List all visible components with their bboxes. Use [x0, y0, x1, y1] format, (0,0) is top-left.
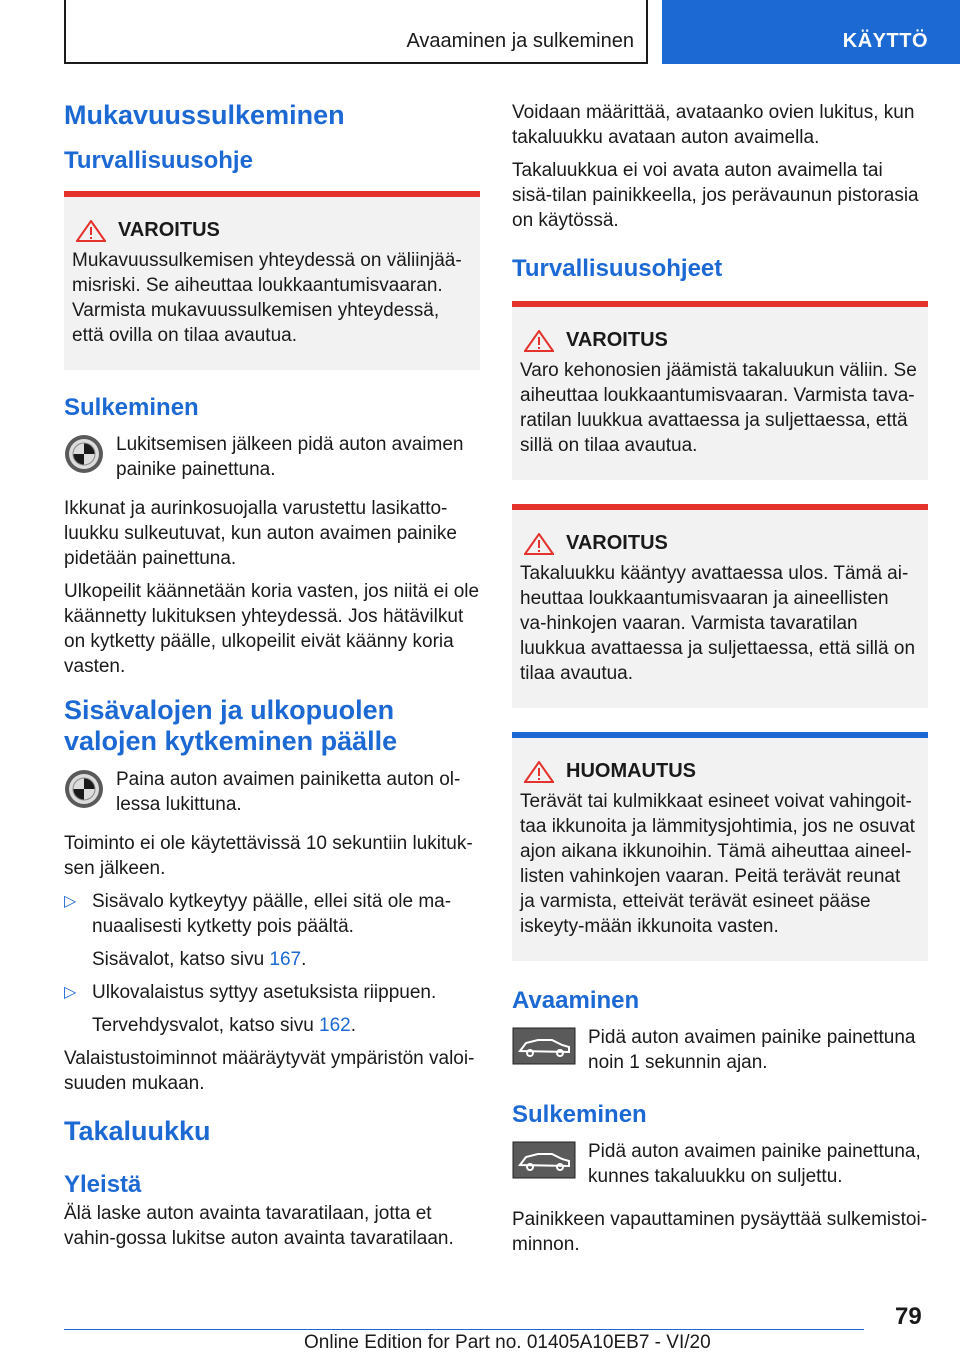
right-column	[512, 100, 928, 1265]
warning-text: Varo kehonosien jäämistä takaluukun väliin. Se aiheuttaa loukkaantumisvaaran. Varmista tava-ratilan luukkua avattaessa ja suljettaessa, että sillä on tilaa avautua.	[520, 360, 917, 456]
chapter-title: KÄYTTÖ	[842, 30, 928, 52]
footer-rule	[64, 1329, 864, 1330]
closing-key-text: Lukitsemisen jälkeen pidä auton avaimen painike painettuna.	[116, 434, 464, 480]
heading-comfort-closing: Mukavuussulkeminen	[64, 100, 345, 130]
paragraph: Takaluukkua ei voi avata auton avaimella tai sisä-tilan painikkeella, jos perävaunun pistorasia on käytössä.	[512, 160, 919, 231]
list-item-text: Sisävalo kytkeytyy päälle, ellei sitä ole ma-nuaalisesti kytketty pois päältä.	[92, 891, 452, 937]
heading-safety-notes: Turvallisuusohjeet	[512, 255, 723, 282]
heading-general: Yleistä	[64, 1171, 142, 1198]
paragraph: Ikkunat ja aurinkosuojalla varustettu lasikatto-luukku sulkeutuvat, kun auton avaimen painike pidetään painettuna.	[64, 498, 457, 569]
warning-box-comfort	[64, 191, 480, 370]
paragraph: Älä laske auton avainta tavaratilaan, jotta et vahin-gossa lukitse auton avainta tavaratilaan.	[64, 1203, 454, 1249]
bullet-triangle-icon: ▷	[64, 893, 77, 910]
heading-tailgate: Takaluukku	[64, 1116, 211, 1146]
bullet-triangle-icon: ▷	[64, 984, 77, 1001]
paragraph: Valaistustoiminnot määräytyvät ympäristön valoi-suuden mukaan.	[64, 1048, 475, 1094]
list-item-text: Ulkovalaistus syttyy asetuksista riippuen.	[92, 982, 437, 1003]
warning-box-body-parts	[512, 301, 928, 480]
warning-text: Mukavuussulkemisen yhteydessä on väliinjää-misriski. Se aiheuttaa loukkaantumisvaaran. Varmista mukavuussulkemisen yhteydessä, että ovilla on tilaa avautua.	[72, 250, 462, 346]
heading-safety-note: Turvallisuusohje	[64, 147, 253, 174]
cross-reference: Tervehdysvalot, katso sivu 162.	[92, 1015, 357, 1036]
notice-box-sharp-objects	[512, 732, 928, 961]
warning-title: VAROITUS	[566, 532, 668, 554]
heading-lights: Sisävalojen ja ulkopuolen valojen kytkeminen päälle	[64, 695, 398, 756]
warning-triangle-icon	[76, 220, 106, 242]
list-item	[64, 980, 480, 1013]
notice-title: HUOMAUTUS	[566, 760, 696, 782]
heading-closing: Sulkeminen	[512, 1101, 647, 1128]
heading-opening: Avaaminen	[512, 987, 640, 1014]
paragraph: Ulkopeilit käännetään koria vasten, jos niitä ei ole käännetty lukituksen yhteydessä. Jos hätävilkut on kytketty päälle, ulkopeilit eivät käänny koria vasten.	[64, 581, 480, 677]
key-instruction-closing	[512, 1139, 928, 1189]
key-instruction-closing	[64, 432, 480, 482]
tailgate-button-icon	[512, 1027, 576, 1065]
paragraph: Toiminto ei ole käytettävissä 10 sekuntiin lukituk-sen jälkeen.	[64, 833, 473, 879]
lights-key-text: Paina auton avaimen painiketta auton ol-lessa lukittuna.	[116, 769, 461, 815]
warning-box-tailgate-swing	[512, 504, 928, 708]
paragraph: Painikkeen vapauttaminen pysäyttää sulkemistoi-minnon.	[512, 1209, 928, 1255]
page-number: 79	[895, 1303, 922, 1330]
key-instruction-lights	[64, 767, 480, 817]
running-header	[64, 0, 648, 64]
warning-triangle-icon	[524, 533, 554, 555]
left-column	[64, 100, 480, 1259]
warning-text: Takaluukku kääntyy avattaessa ulos. Tämä ai-heuttaa loukkaantumisvaaran ja aineellisten va-hinkojen vaaran. Varmista tavaratilan luukkua avattaessa ja suljettaessa, että sillä on tilaa avautua.	[520, 563, 916, 684]
paragraph: Voidaan määrittää, avataanko ovien lukitus, kun takaluukku avataan auton avaimella.	[512, 102, 915, 148]
warning-triangle-icon	[524, 330, 554, 352]
key-instruction-opening	[512, 1025, 928, 1075]
car-key-bmw-icon	[64, 769, 104, 809]
heading-closing: Sulkeminen	[64, 394, 199, 421]
notice-triangle-icon	[524, 761, 554, 783]
page-link[interactable]: 162	[319, 1015, 351, 1036]
page-link[interactable]: 167	[269, 949, 302, 970]
warning-title: VAROITUS	[118, 219, 220, 241]
footer-edition: Online Edition for Part no. 01405A10EB7 - VI/20	[304, 1332, 711, 1353]
car-key-bmw-icon	[64, 434, 104, 474]
warning-title: VAROITUS	[566, 329, 668, 351]
header-section-title: Avaaminen ja sulkeminen	[406, 30, 634, 52]
notice-text: Terävät tai kulmikkaat esineet voivat vahingoit-taa ikkunoita ja lämmitysjohtimia, jos ne osuvat ajon aikana ikkunoihin. Tämä aiheuttaa aineel-listen vahinkojen vaaran. Peitä terävät reunat ja varmista, etteivät terävät esineet pääse iskeyty-mään ikkunoita vasten.	[520, 791, 915, 937]
cross-reference: Sisävalot, katso sivu 167.	[92, 949, 307, 970]
closing-key-text: Pidä auton avaimen painike painettuna, kunnes takaluukku on suljettu.	[588, 1141, 921, 1187]
tailgate-button-icon	[512, 1141, 576, 1179]
list-item	[64, 889, 480, 947]
opening-key-text: Pidä auton avaimen painike painettuna noin 1 sekunnin ajan.	[588, 1027, 916, 1073]
chapter-tab	[662, 0, 960, 64]
